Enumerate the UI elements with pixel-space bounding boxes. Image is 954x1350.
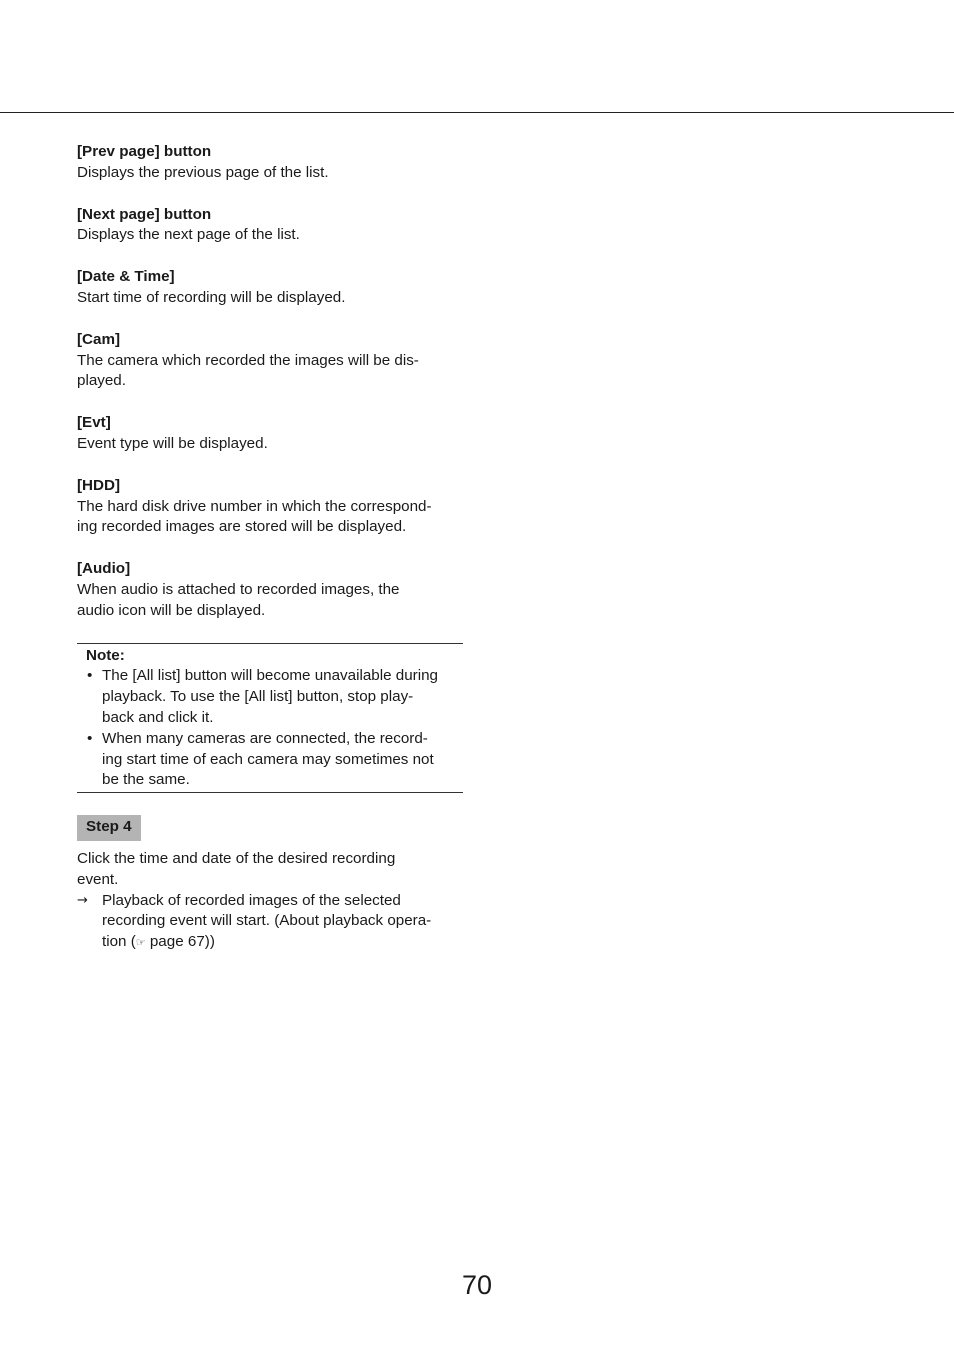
step-result xyxy=(77,891,463,954)
bullet-icon: • xyxy=(87,667,93,685)
note-bullet xyxy=(77,666,463,728)
note-line: The [All list] button will become unavailable during xyxy=(102,667,438,685)
step-instruction: Click the time and date of the desired recording xyxy=(77,849,396,867)
item-cam xyxy=(77,330,463,392)
item-title: [Next page] button xyxy=(77,205,212,223)
note-line: playback. To use the [All list] button, stop play- xyxy=(102,688,414,706)
content-column xyxy=(77,142,463,954)
result-text: tion ( xyxy=(102,933,136,951)
arrow-right-icon: → xyxy=(77,892,88,908)
item-description: audio icon will be displayed. xyxy=(77,601,266,619)
note-line: be the same. xyxy=(102,771,190,789)
step-section xyxy=(77,815,463,954)
item-description: Displays the next page of the list. xyxy=(77,226,300,244)
step-badge: Step 4 xyxy=(77,815,141,841)
item-description: ing recorded images are stored will be displayed. xyxy=(77,518,407,536)
pointing-hand-icon: ☞ xyxy=(135,936,146,950)
item-description: Displays the previous page of the list. xyxy=(77,163,329,181)
item-description: Event type will be displayed. xyxy=(77,434,268,452)
item-description: Start time of recording will be displayed. xyxy=(77,288,346,306)
result-line xyxy=(102,932,463,954)
note-title: Note: xyxy=(86,646,125,664)
item-next-page-button xyxy=(77,205,463,247)
result-line: recording event will start. (About playback opera- xyxy=(102,912,432,930)
header-rule xyxy=(0,112,954,113)
item-description: When audio is attached to recorded images, the xyxy=(77,580,400,598)
item-title: [Prev page] button xyxy=(77,143,212,160)
note-bullet xyxy=(77,729,463,791)
step-instruction: event. xyxy=(77,870,119,888)
note-list xyxy=(77,666,463,791)
item-description: The hard disk drive number in which the correspond- xyxy=(77,497,432,515)
item-title: [Evt] xyxy=(77,414,111,432)
item-date-time xyxy=(77,267,463,309)
item-evt xyxy=(77,413,463,455)
item-audio xyxy=(77,559,463,621)
note-box xyxy=(77,643,463,794)
item-prev-page-button xyxy=(77,142,463,184)
item-description: played. xyxy=(77,372,126,390)
note-line: When many cameras are connected, the record- xyxy=(102,729,428,747)
result-line: Playback of recorded images of the selected xyxy=(102,891,401,909)
item-title: [Cam] xyxy=(77,330,121,348)
page-reference: page 67)) xyxy=(145,933,215,951)
page-number: 70 xyxy=(461,1270,493,1300)
bullet-icon: • xyxy=(87,729,93,747)
item-title: [Audio] xyxy=(77,560,131,578)
item-title: [Date & Time] xyxy=(77,268,175,286)
item-title: [HDD] xyxy=(77,476,121,494)
item-description: The camera which recorded the images will be dis- xyxy=(77,351,419,369)
note-line: back and click it. xyxy=(102,708,214,726)
item-hdd xyxy=(77,476,463,538)
note-line: ing start time of each camera may sometimes not xyxy=(102,750,434,768)
